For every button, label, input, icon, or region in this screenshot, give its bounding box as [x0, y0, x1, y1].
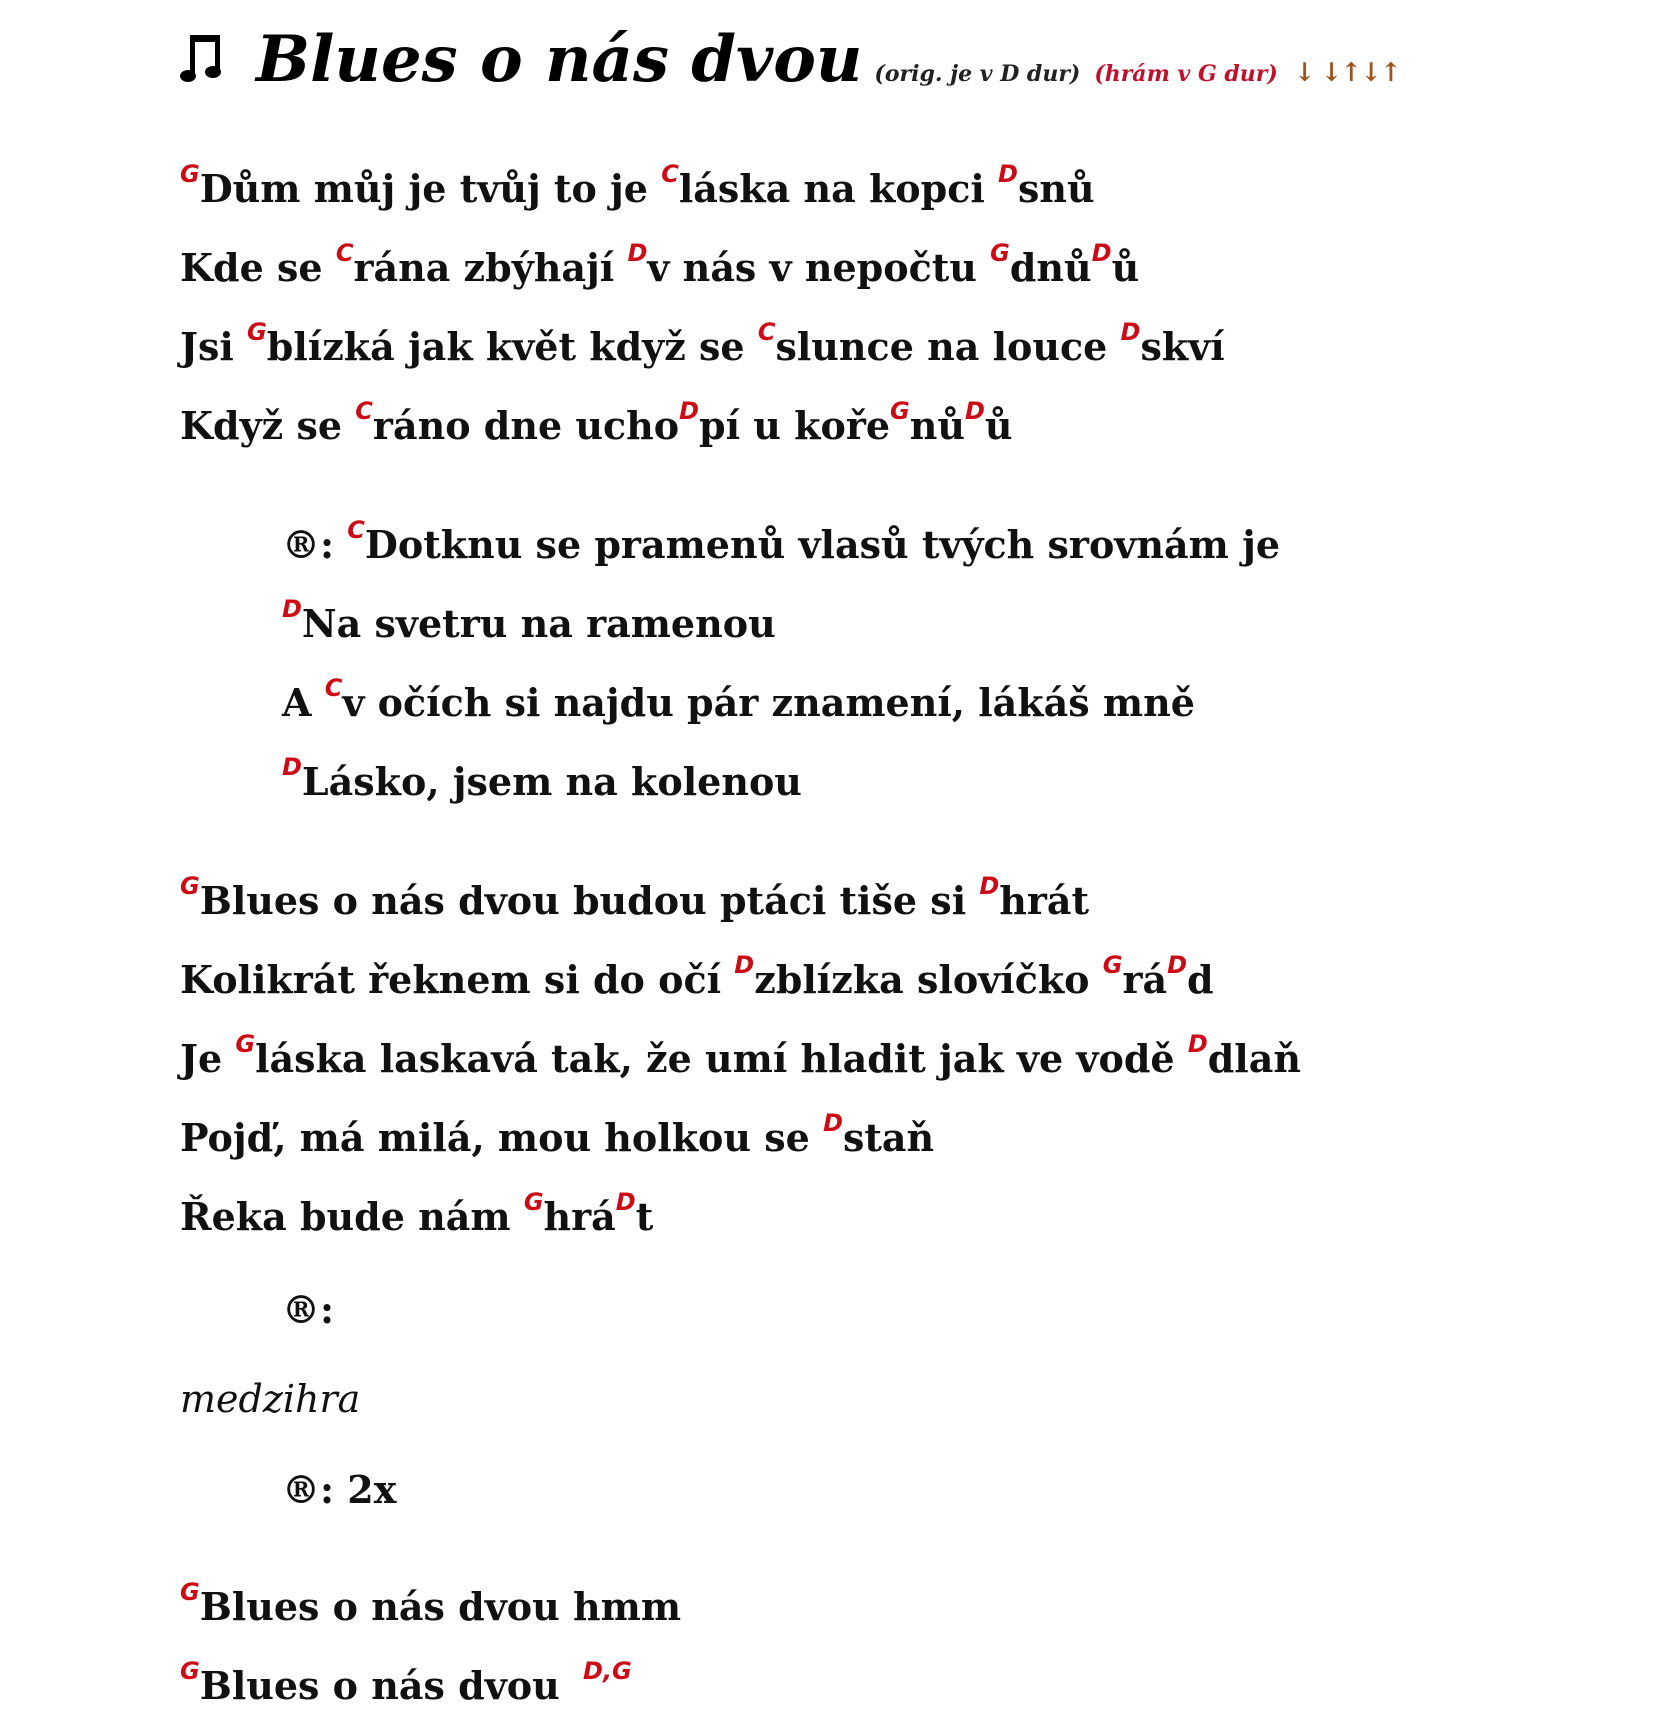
chord-g: G: [247, 318, 267, 346]
chord-g: G: [1102, 951, 1123, 979]
chord-g: G: [180, 160, 200, 188]
lyric-text: rána zbýhají: [353, 245, 628, 290]
chord-g: G: [180, 1657, 200, 1685]
lyric-text: staň: [842, 1115, 935, 1160]
lyric-text: t: [635, 1194, 654, 1239]
lyric-text: Když se: [180, 403, 356, 448]
chord-d: D: [1167, 951, 1188, 979]
lyric-text: Dotknu se pramenů vlasů tvých srovnám je: [364, 522, 1280, 567]
chord-g: G: [990, 239, 1010, 267]
lyric-text: Lásko, jsem na kolenou: [301, 759, 802, 804]
lyric-text: ®:: [282, 1287, 335, 1332]
chord-d: D: [1091, 239, 1112, 267]
lyric-text: Dům můj je tvůj to je: [199, 166, 662, 211]
song-title: Blues o nás dvou: [256, 22, 863, 97]
chord-d: D: [734, 951, 755, 979]
chord-c: C: [347, 516, 365, 544]
chord-d: D: [979, 872, 1000, 900]
chord-d: D: [615, 1188, 636, 1216]
lyric-text: blízká jak květ když se: [266, 324, 758, 369]
chord-c: C: [355, 397, 373, 425]
lyric-text: slunce na louce: [775, 324, 1121, 369]
lyric-text: pí u koře: [699, 403, 891, 448]
strum-pattern-arrows: ↓ ↓↑↓↑: [1293, 58, 1400, 88]
played-key: (hrám v G dur): [1094, 61, 1278, 87]
lyric-text: Na svetru na ramenou: [301, 601, 776, 646]
chord-g: G: [890, 397, 910, 425]
chord-d: D: [679, 397, 700, 425]
lyric-text: dlaň: [1207, 1036, 1301, 1081]
lyric-text: Blues o nás dvou: [199, 1663, 573, 1708]
chorus-reference: [282, 1287, 335, 1332]
music-note-icon: [180, 29, 226, 87]
verse2-line5: [180, 1188, 654, 1239]
chord-d: D: [998, 160, 1018, 188]
lyric-text: ®: 2x: [282, 1467, 397, 1512]
interlude-label: [180, 1377, 361, 1421]
chord-d: D: [964, 397, 985, 425]
verse1-line2: [180, 239, 1140, 290]
chord-c: C: [757, 318, 776, 346]
chord-d: D: [1120, 318, 1141, 346]
lyric-text: dnů: [1009, 245, 1092, 290]
chord-d: D: [282, 595, 302, 623]
lyric-text: snů: [1017, 166, 1095, 211]
ending-line1: [180, 1578, 682, 1629]
lyric-text: A: [282, 680, 325, 725]
chord-g: G: [180, 872, 200, 900]
lyric-text: Kde se: [180, 245, 336, 290]
verse2-line1: [180, 872, 1090, 923]
chord-d: D: [1187, 1030, 1208, 1058]
lyric-text: d: [1187, 957, 1214, 1002]
lyric-text: nů: [909, 403, 965, 448]
chord-d: D: [627, 239, 648, 267]
verse2-line3: [180, 1030, 1301, 1081]
lyric-text: ů: [1111, 245, 1140, 290]
verse1-line1: [180, 160, 1095, 211]
chord-g: G: [235, 1030, 256, 1058]
verse2-line4: [180, 1109, 935, 1160]
lyric-text: Řeka bude nám: [180, 1194, 524, 1239]
lyric-text: ®:: [282, 522, 348, 567]
original-key: (orig. je v D dur): [874, 61, 1081, 87]
lyric-text: láska na kopci: [678, 166, 999, 211]
chord-d: D: [282, 753, 302, 781]
lyric-text: skví: [1140, 324, 1225, 369]
chord-g: G: [180, 1578, 200, 1606]
chord-c: C: [324, 674, 343, 702]
lyric-text: rá: [1122, 957, 1168, 1002]
lyric-text: zblízka slovíčko: [754, 957, 1103, 1002]
lyric-text: hrát: [999, 878, 1090, 923]
lyric-text: ráno dne ucho: [372, 403, 680, 448]
lyric-text: v očích si najdu pár znamení, lákáš mně: [342, 680, 1195, 725]
chord-d: D: [823, 1109, 843, 1137]
chorus-line4: [282, 753, 802, 804]
chorus-line2: [282, 595, 776, 646]
verse2-line2: [180, 951, 1214, 1002]
chorus-line1: [282, 516, 1280, 567]
lyric-text: láska laskavá tak, že umí hladit jak ve vodě: [255, 1036, 1188, 1081]
lyric-text: Blues o nás dvou hmm: [199, 1584, 682, 1629]
chord-c: C: [661, 160, 679, 188]
chord-d-g: D,G: [583, 1657, 632, 1685]
song-header: [180, 22, 1400, 97]
lyric-text: v nás v nepočtu: [647, 245, 991, 290]
chorus-repeat-2x: [282, 1467, 397, 1512]
lyric-text: Pojď, má milá, mou holkou se: [180, 1115, 824, 1160]
lyric-text: ů: [984, 403, 1013, 448]
lyric-text: Je: [180, 1036, 236, 1081]
lyric-text: Blues o nás dvou budou ptáci tiše si: [199, 878, 980, 923]
lyric-text: Jsi: [180, 324, 248, 369]
verse1-line4: [180, 397, 1013, 448]
lyric-text: medzihra: [180, 1377, 361, 1421]
lyric-text: hrá: [543, 1194, 616, 1239]
verse1-line3: [180, 318, 1225, 369]
ending-line2: [180, 1657, 632, 1708]
lyric-text: Kolikrát řeknem si do očí: [180, 957, 735, 1002]
chord-c: C: [335, 239, 354, 267]
chord-g: G: [523, 1188, 544, 1216]
chorus-line3: [282, 674, 1195, 725]
